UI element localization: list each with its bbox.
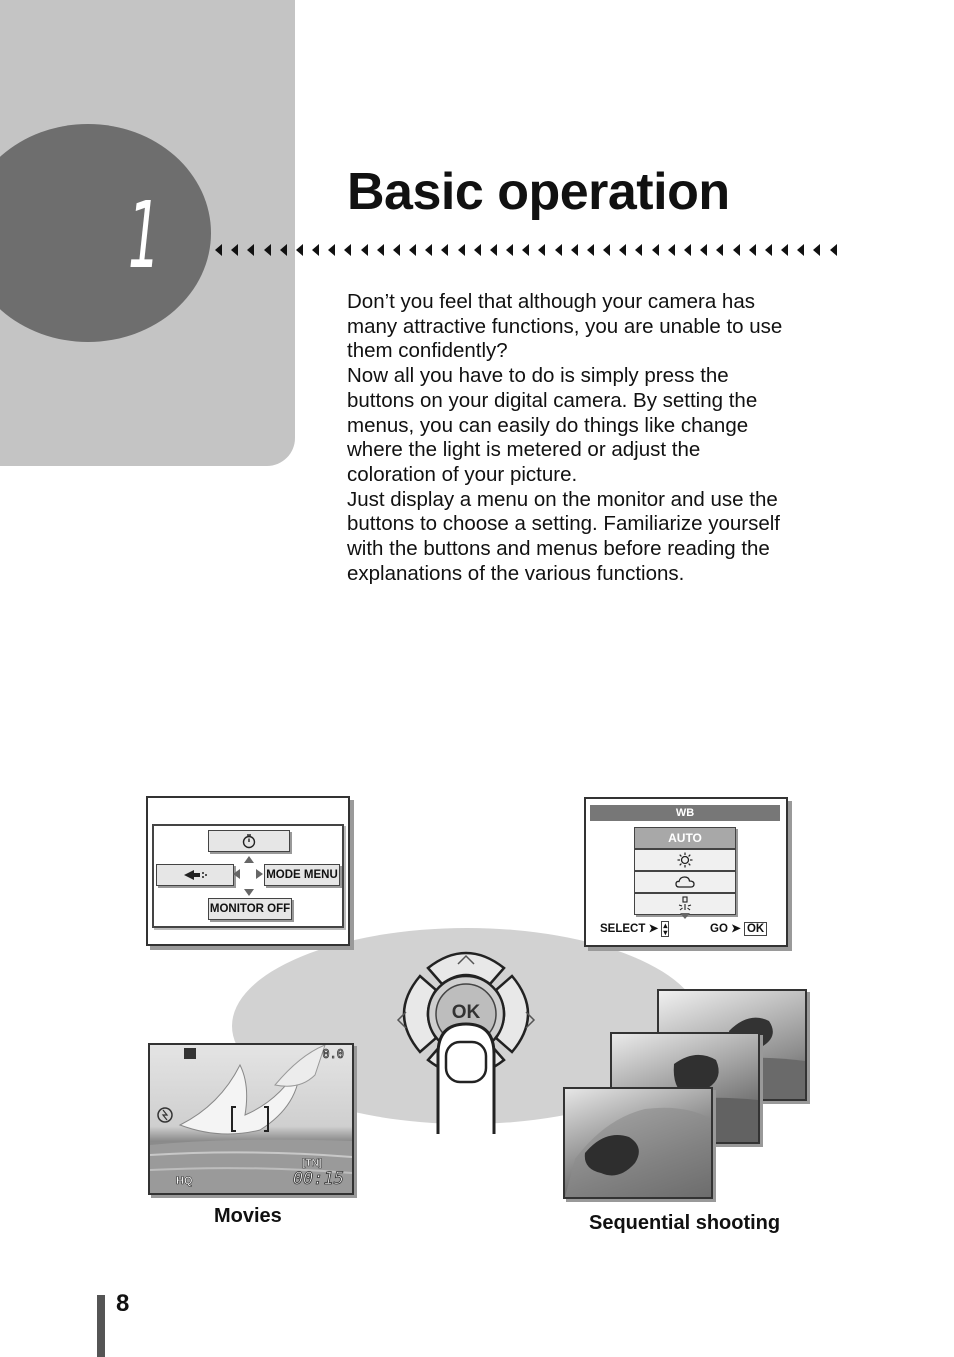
wb-select-hint — [600, 921, 669, 937]
arrow-right-icon: ➤ — [648, 923, 659, 936]
go-label: GO — [710, 923, 728, 935]
up-down-icon: ▴ ▾ — [663, 921, 668, 937]
self-timer-icon — [241, 833, 257, 849]
page-number-bar — [97, 1295, 105, 1357]
self-timer-button[interactable] — [208, 830, 290, 852]
intro-text — [347, 290, 787, 586]
sequence-frame-1 — [563, 1087, 713, 1199]
button-guide-screen — [146, 796, 350, 946]
arrow-right-icon: ➤ — [731, 923, 741, 935]
sequential-caption: Sequential shooting — [589, 1212, 781, 1234]
left-arrow-icon — [233, 869, 240, 879]
intro-paragraph-1: Don’t you feel that although your camera has many attractive functions, you are unable to use them confidently? — [347, 290, 783, 363]
up-arrow-icon — [244, 856, 254, 863]
wb-option-tungsten[interactable] — [634, 893, 736, 915]
exposure-value: 0.0 — [322, 1047, 344, 1061]
flash-icon — [182, 868, 208, 882]
tungsten-icon — [676, 896, 694, 912]
ok-button-label[interactable]: OK — [451, 1002, 481, 1023]
wb-option-cloudy[interactable] — [634, 871, 736, 893]
page-number: 8 — [116, 1290, 130, 1317]
wb-scroll-down-icon — [680, 913, 690, 919]
mode-menu-button[interactable]: MODE MENU — [264, 864, 340, 886]
arrow-divider — [215, 238, 837, 262]
control-pad-illustration — [388, 944, 544, 1134]
down-arrow-icon — [244, 889, 254, 896]
button-guide-frame — [152, 824, 344, 928]
cloudy-icon — [675, 875, 695, 889]
intro-paragraph-3: Just display a menu on the monitor and use the buttons to choose a setting. Familiarize yourself with the buttons and menus before reading the explanations of the various functions. — [347, 487, 780, 585]
movie-time: 00:15 — [292, 1169, 344, 1189]
wb-go-hint — [710, 921, 767, 935]
monitor-off-button[interactable]: MONITOR OFF — [208, 898, 292, 920]
select-label: SELECT — [600, 923, 646, 936]
ok-box: OK — [744, 922, 767, 936]
sunny-icon — [677, 852, 693, 868]
quality-label: HQ — [176, 1175, 193, 1187]
wb-option-auto[interactable]: AUTO — [634, 827, 736, 849]
chapter-number: 1 — [128, 182, 161, 289]
surfer-image-1 — [565, 1089, 711, 1197]
wb-option-sunny[interactable] — [634, 849, 736, 871]
wb-menu-title: WB — [590, 805, 780, 821]
movie-mode-tag: [TN] — [302, 1158, 322, 1169]
flash-button[interactable] — [156, 864, 234, 886]
wb-menu-screen — [584, 797, 788, 947]
right-arrow-icon — [256, 869, 263, 879]
movie-screen-photo — [148, 1043, 354, 1195]
page-title: Basic operation — [347, 163, 730, 221]
movies-caption: Movies — [214, 1205, 282, 1227]
intro-paragraph-2: Now all you have to do is simply press the buttons on your digital camera. By setting the menus, you can easily do things like change where the light is metered or adjust the coloration of your picture. — [347, 364, 758, 486]
